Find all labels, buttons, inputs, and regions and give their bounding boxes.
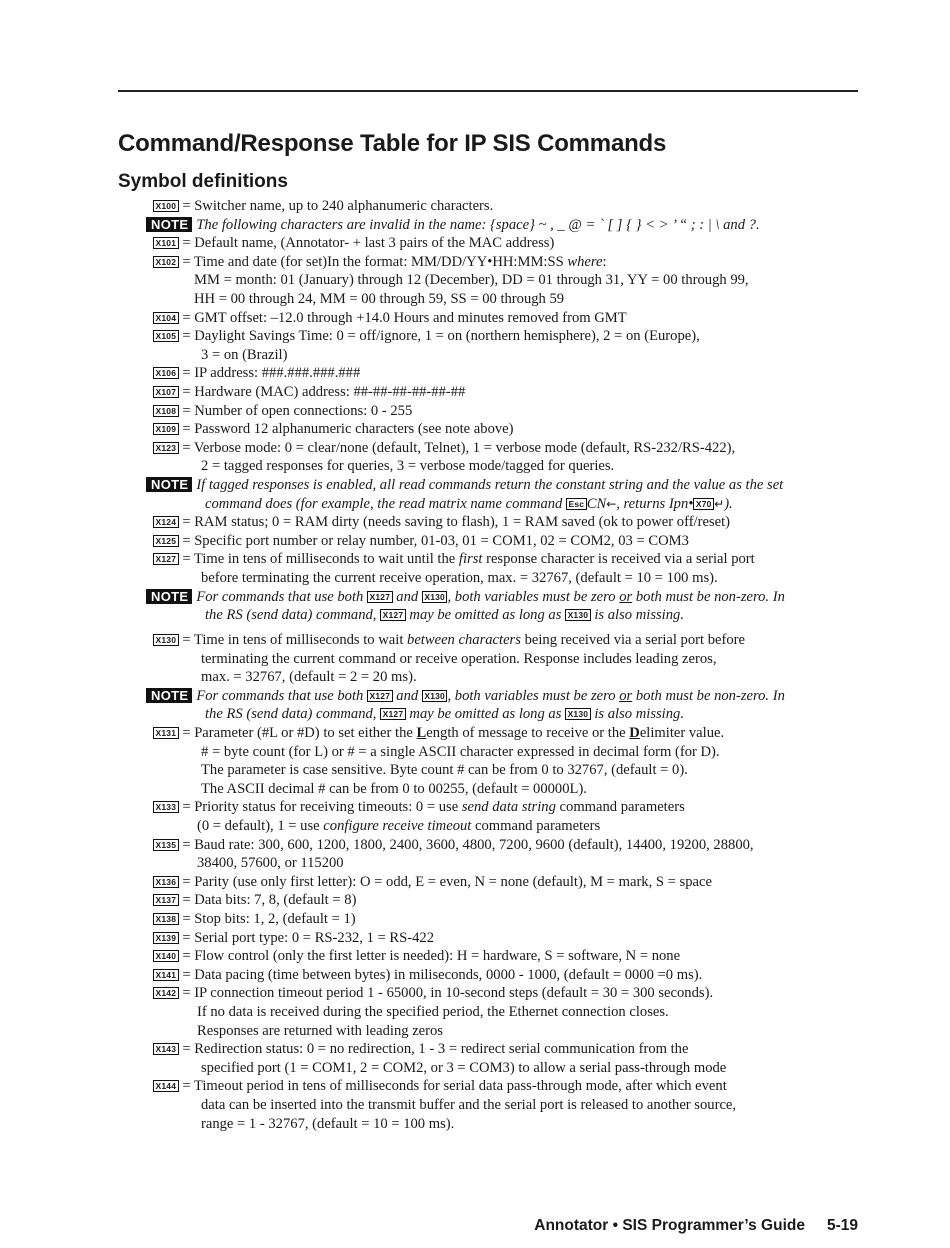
definition-x106 [153, 364, 360, 383]
definition-continuation [197, 817, 600, 836]
note-badge: NOTE [146, 477, 192, 492]
return-arrow-icon: ↵ [714, 496, 725, 511]
definition-x130 [153, 631, 745, 650]
definition-continuation: 38400, 57600, or 115200 [197, 855, 344, 872]
definition-continuation: terminating the current command or receive operation. Response includes leading zeros, [201, 650, 717, 667]
symbol-code: X141 [153, 969, 179, 981]
definition-continuation: If no data is received during the specified period, the Ethernet connection closes. [197, 1004, 669, 1020]
definition-text: = Serial port type: 0 = RS-232, 1 = RS-422 [182, 929, 435, 946]
note-text-underlined: or [619, 588, 633, 605]
note-4 [146, 687, 785, 706]
definition-text: = Stop bits: 1, 2, (default = 1) [182, 911, 356, 927]
definition-text: = Redirection status: 0 = no redirection, 1 - 3 = redirect serial communication from the [182, 1041, 689, 1058]
definition-continuation: 3 = on (Brazil) [201, 346, 288, 363]
symbol-code: X125 [153, 535, 179, 547]
definition-x131 [153, 724, 724, 743]
definition-text: command parameters [555, 799, 685, 816]
definition-continuation: The ASCII decimal # can be from 0 to 00255, (default = 00000L). [201, 780, 587, 797]
definition-x143 [153, 1040, 688, 1059]
definition-x105 [153, 327, 700, 346]
definition-text: : [602, 253, 607, 270]
symbol-code: X144 [153, 1080, 179, 1092]
note-text: the RS (send data) command, [205, 706, 381, 723]
symbol-code: X106 [153, 367, 179, 379]
definition-continuation: # = byte count (for L) or # = a single ASCII character expressed in decimal form (for D). [201, 743, 720, 760]
definition-x107 [153, 383, 465, 402]
note-2 [146, 476, 783, 495]
definition-continuation: range = 1 - 32767, (default = 10 = 100 ms). [201, 1115, 455, 1132]
definition-text: = Specific port number or relay number, 01-03, 01 = COM1, 02 = COM2, 03 = COM3 [182, 532, 689, 549]
symbol-code: X138 [153, 913, 179, 925]
symbol-code: X130 [422, 690, 448, 702]
definition-x108 [153, 402, 412, 421]
symbol-code: X70 [693, 498, 714, 510]
note-badge: NOTE [146, 688, 192, 703]
definition-x144 [153, 1077, 727, 1096]
definition-x123 [153, 439, 735, 458]
symbol-code: X142 [153, 987, 179, 999]
definition-text: = Timeout period in tens of milliseconds for serial data pass-through mode, after which event [182, 1078, 727, 1095]
definition-text: = Time and date (for set)In the format: MM/DD/YY•HH:MM:SS [182, 253, 568, 270]
definition-x101 [153, 234, 554, 253]
definition-text: = Time in tens of milliseconds to wait [182, 632, 408, 648]
definition-text: = Default name, (Annotator- + last 3 pairs of the MAC address) [182, 235, 555, 252]
definition-x138 [153, 910, 356, 929]
note-text: , returns Ipn• [616, 495, 694, 512]
definition-x127 [153, 550, 755, 569]
symbol-code: X137 [153, 894, 179, 906]
definition-continuation: data can be inserted into the transmit buffer and the serial port is released to another source, [201, 1097, 737, 1113]
symbol-code: X143 [153, 1043, 179, 1055]
definition-text-italic: between characters [407, 632, 521, 648]
symbol-code: X130 [565, 609, 591, 621]
definition-text: being received via a serial port before [520, 632, 745, 648]
definition-text: = Hardware (MAC) address: ##-##-##-##-##-## [182, 384, 466, 400]
symbol-code: X105 [153, 330, 179, 342]
symbol-code: X108 [153, 405, 179, 417]
symbol-code: X140 [153, 950, 179, 962]
note-text: , both variables must be zero [447, 588, 620, 605]
definition-text: elimiter value. [639, 725, 725, 741]
symbol-code: X127 [153, 553, 179, 565]
note-text: both must be non-zero. In [632, 687, 785, 704]
definition-text: = IP address: ###.###.###.### [182, 365, 361, 382]
note-badge: NOTE [146, 589, 192, 604]
note-text: both must be non-zero. In [632, 588, 785, 605]
definition-x102 [153, 253, 607, 272]
note-text: may be omitted as long as [405, 706, 566, 723]
definition-x141 [153, 966, 702, 985]
symbol-code: X109 [153, 423, 179, 435]
note-badge: NOTE [146, 217, 192, 232]
definition-text: ength of message to receive or the [426, 725, 630, 741]
definition-x133 [153, 798, 685, 817]
definition-continuation: before terminating the current receive operation, max. = 32767, (default = 10 = 100 ms). [201, 570, 718, 586]
section-heading: Symbol definitions [118, 171, 288, 192]
symbol-code: X131 [153, 727, 179, 739]
note-text: is also missing. [590, 706, 684, 723]
definition-x140 [153, 947, 680, 966]
definition-text: = Password 12 alphanumeric characters (see note above) [182, 421, 514, 438]
note-text: command does (for example, the read matrix name command [205, 495, 566, 512]
definition-x100 [153, 197, 493, 216]
definition-x125 [153, 532, 689, 551]
symbol-code: X127 [367, 690, 393, 702]
definition-text-bold: L [416, 725, 427, 741]
header-rule [118, 90, 858, 92]
note-text: The following characters are invalid in the name: {space} ~ , _ @ = ` [ ] { } < > ’ “ ; : | \ and ?. [196, 216, 760, 233]
symbol-code: X135 [153, 839, 179, 851]
left-arrow-icon: ← [606, 496, 617, 511]
definition-text: command parameters [471, 818, 601, 834]
page-number: 5-19 [826, 1217, 858, 1234]
definition-x142 [153, 984, 713, 1003]
symbol-code: X102 [153, 256, 179, 268]
definition-text: = Switcher name, up to 240 alphanumeric characters. [182, 198, 494, 214]
definition-text-italic: where [567, 253, 603, 270]
symbol-code: X104 [153, 312, 179, 324]
note-1 [146, 216, 760, 235]
symbol-code: X127 [380, 708, 406, 720]
note-continuation [205, 606, 684, 625]
symbol-code: X130 [153, 634, 179, 646]
definition-text: = Parameter (#L or #D) to set either the [182, 725, 417, 741]
note-continuation [205, 495, 733, 514]
definition-text: = GMT offset: –12.0 through +14.0 Hours and minutes removed from GMT [182, 309, 627, 326]
definition-continuation: HH = 00 through 24, MM = 00 through 59, SS = 00 through 59 [194, 291, 565, 307]
note-text: ). [724, 495, 733, 512]
definition-text: = IP connection timeout period 1 - 65000, in 10-second steps (default = 30 = 300 seconds). [182, 985, 714, 1002]
symbol-code: X127 [367, 591, 393, 603]
note-3 [146, 588, 785, 607]
definition-text: (0 = default), 1 = use [197, 818, 324, 834]
symbol-code: X107 [153, 386, 179, 398]
symbol-code: X127 [380, 609, 406, 621]
definition-continuation: The parameter is case sensitive. Byte count # can be from 0 to 32767, (default = 0). [201, 762, 688, 779]
definition-text-italic: configure receive timeout [323, 818, 472, 834]
definition-x137 [153, 891, 356, 910]
symbol-code: X100 [153, 200, 179, 212]
note-continuation [205, 705, 684, 724]
note-text: CN [586, 495, 607, 512]
definition-continuation: MM = month: 01 (January) through 12 (December), DD = 01 through 31, YY = 00 through 99, [194, 272, 749, 289]
note-text: is also missing. [590, 607, 684, 624]
symbol-code: X124 [153, 516, 179, 528]
note-text: For commands that use both [196, 687, 367, 704]
page-title: Command/Response Table for IP SIS Commands [118, 130, 667, 157]
esc-key-symbol: Esc [566, 498, 587, 510]
definition-x135 [153, 836, 754, 855]
definition-text: = Priority status for receiving timeouts: 0 = use [182, 799, 462, 816]
footer-text: Annotator • SIS Programmer’s Guide [534, 1217, 805, 1234]
note-text: and [392, 687, 422, 704]
definition-text: = Flow control (only the first letter is needed): H = hardware, S = software, N = none [182, 948, 681, 965]
symbol-code: X130 [422, 591, 448, 603]
definition-text-italic: first [458, 551, 483, 568]
definition-text: = Number of open connections: 0 - 255 [182, 402, 413, 419]
definition-x109 [153, 420, 514, 439]
definition-x104 [153, 309, 627, 328]
definition-continuation: max. = 32767, (default = 2 = 20 ms). [201, 669, 417, 686]
note-text: , both variables must be zero [447, 687, 620, 704]
definition-continuation: 2 = tagged responses for queries, 3 = verbose mode/tagged for queries. [201, 458, 615, 475]
symbol-code: X139 [153, 932, 179, 944]
definition-text: = Verbose mode: 0 = clear/none (default, Telnet), 1 = verbose mode (default, RS-232/RS-422), [182, 439, 736, 456]
definition-text: = Daylight Savings Time: 0 = off/ignore, 1 = on (northern hemisphere), 2 = on (Europe), [182, 328, 700, 345]
definition-text: = Parity (use only first letter): O = odd, E = even, N = none (default), M = mark, S = space [182, 873, 712, 890]
note-text: For commands that use both [196, 588, 367, 605]
symbol-code: X130 [565, 708, 591, 720]
definition-text: = RAM status; 0 = RAM dirty (needs saving to flash), 1 = RAM saved (ok to power off/reset) [182, 514, 731, 531]
definition-x136 [153, 873, 712, 892]
definition-text-bold: D [629, 725, 640, 741]
note-text: the RS (send data) command, [205, 607, 381, 624]
symbol-code: X133 [153, 801, 179, 813]
definition-continuation: specified port (1 = COM1, 2 = COM2, or 3 = COM3) to allow a serial pass-through mode [201, 1059, 727, 1076]
symbol-code: X101 [153, 237, 179, 249]
definition-x124 [153, 513, 730, 532]
definition-x139 [153, 929, 434, 948]
note-text: If tagged responses is enabled, all read commands return the constant string and the value as the set [196, 477, 784, 493]
page-footer [534, 1217, 858, 1235]
definition-text: = Data pacing (time between bytes) in miliseconds, 0000 - 1000, (default = 0000 =0 ms). [182, 966, 703, 983]
symbol-code: X123 [153, 442, 179, 454]
definition-text: = Data bits: 7, 8, (default = 8) [182, 892, 357, 909]
definition-text: = Baud rate: 300, 600, 1200, 1800, 2400, 3600, 4800, 7200, 9600 (default), 14400, 19200, 28800, [182, 836, 754, 853]
note-text: may be omitted as long as [405, 607, 566, 624]
symbol-code: X136 [153, 876, 179, 888]
note-text-underlined: or [619, 687, 633, 704]
note-text: and [392, 588, 422, 605]
definition-text: response character is received via a serial port [482, 551, 755, 568]
definition-continuation: Responses are returned with leading zeros [197, 1022, 443, 1039]
definition-text: = Time in tens of milliseconds to wait until the [182, 551, 459, 568]
definition-text-italic: send data string [461, 799, 556, 816]
